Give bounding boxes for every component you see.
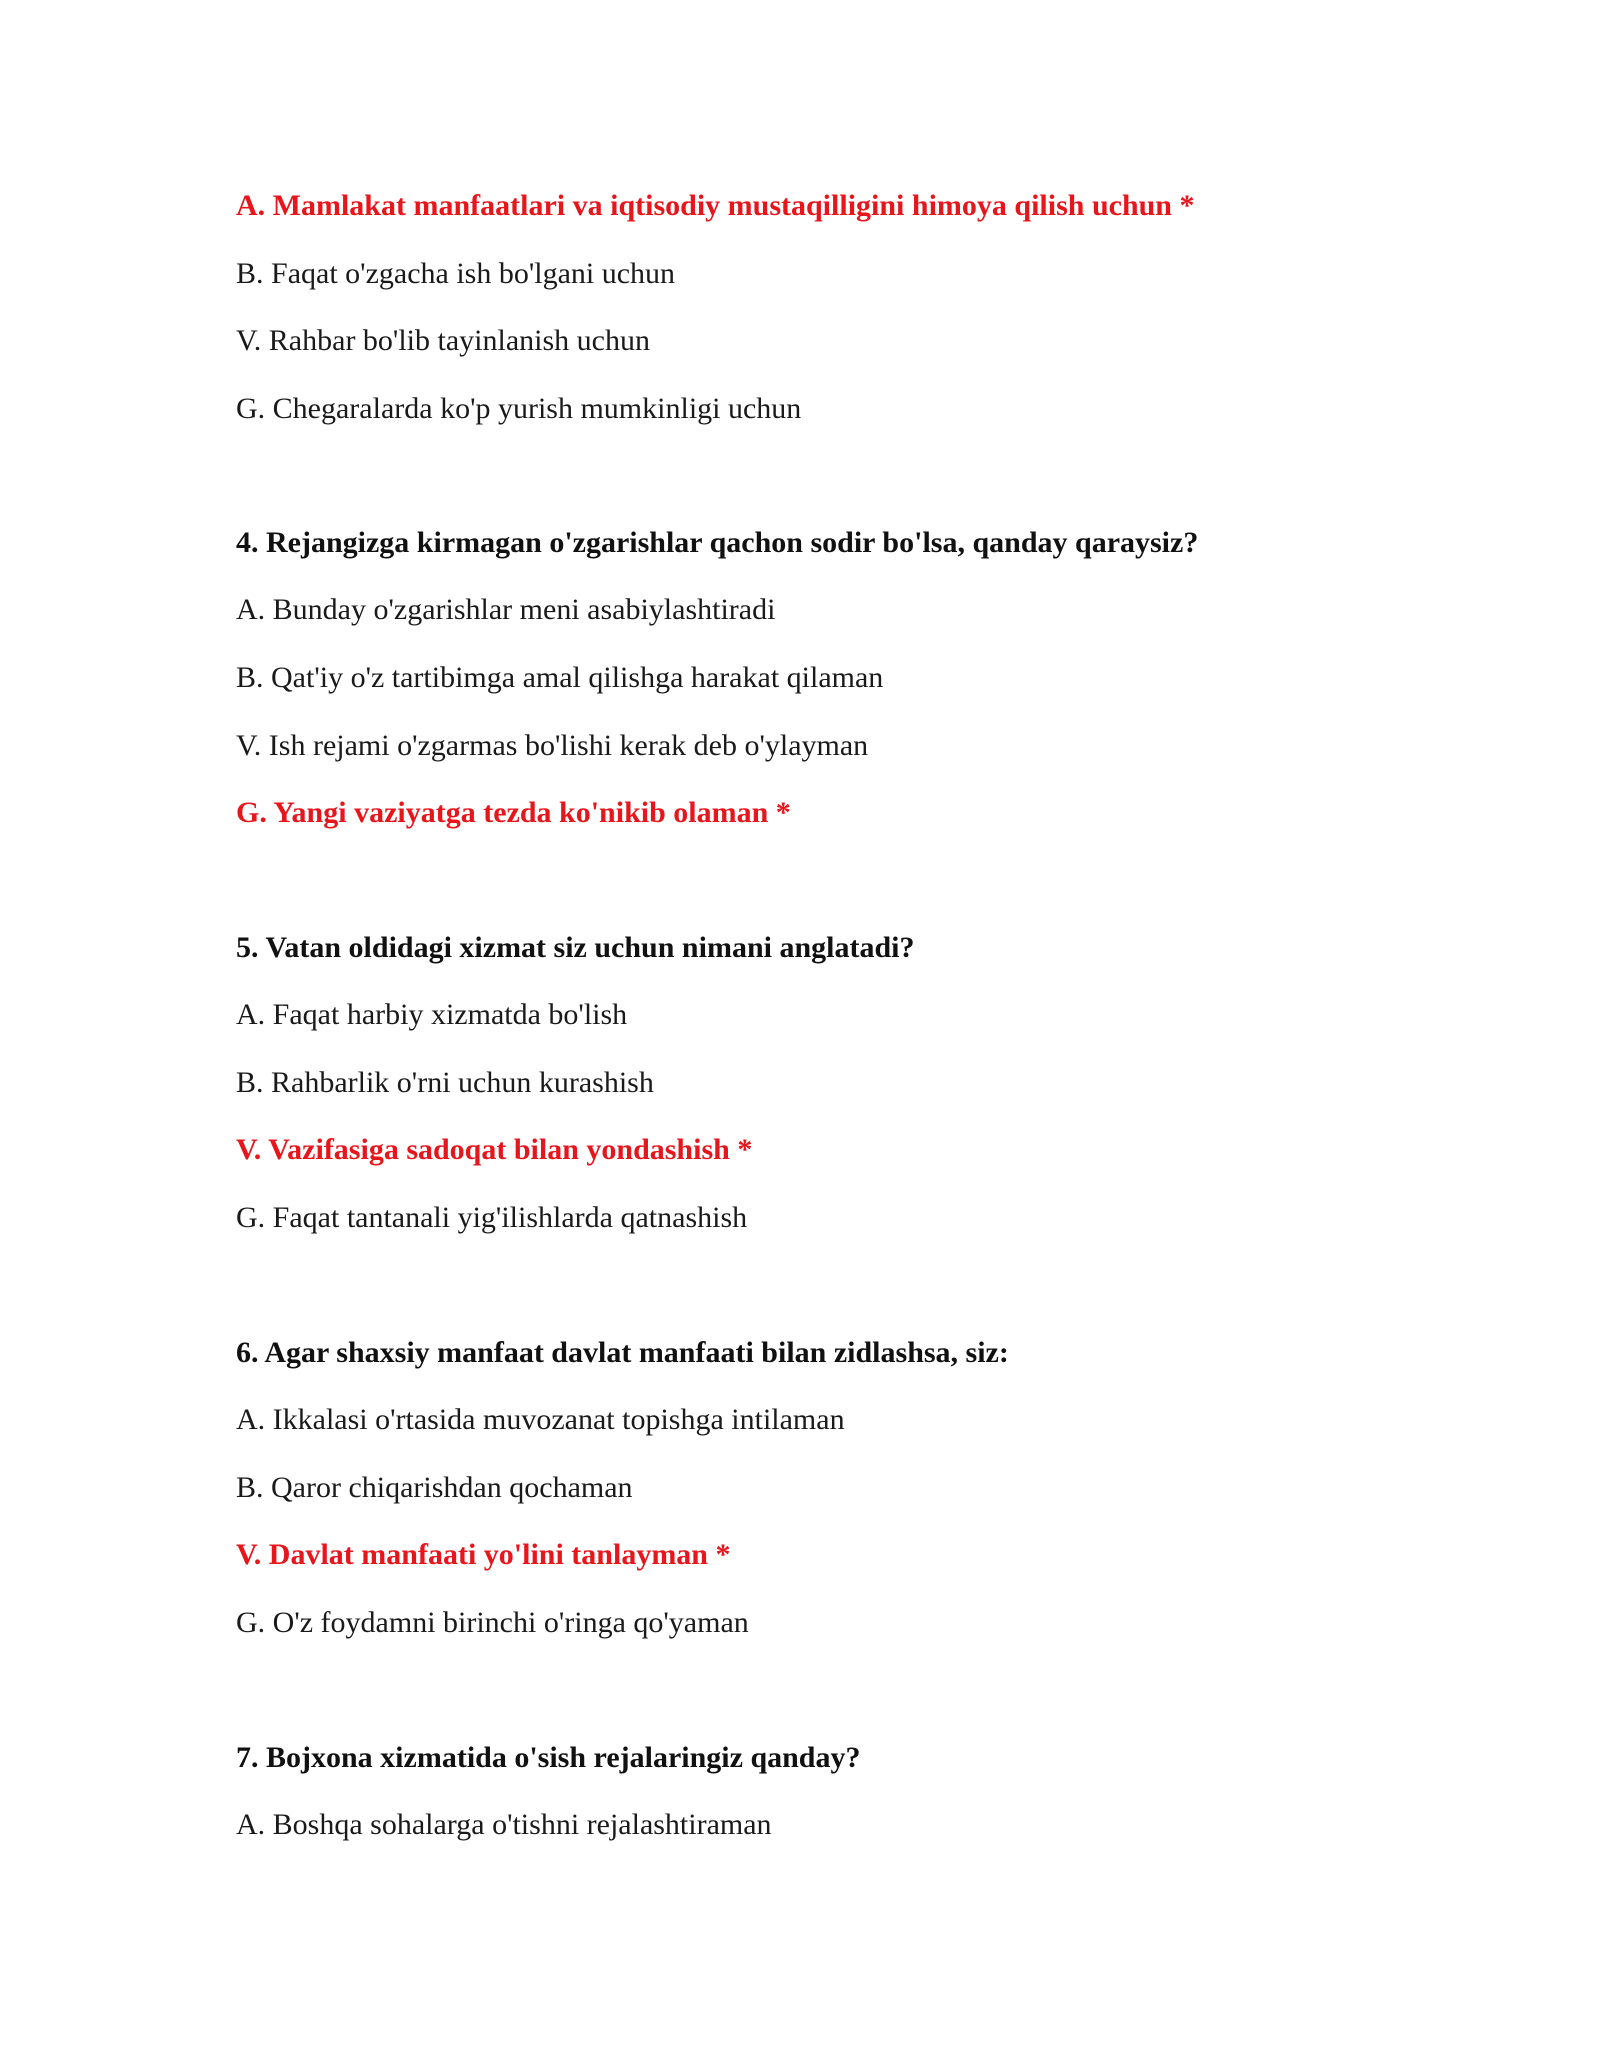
answer-option-correct: V. Davlat manfaati yo'lini tanlayman *: [236, 1538, 731, 1571]
answer-option: B. Qat'iy o'z tartibimga amal qilishga harakat qilaman: [236, 661, 884, 694]
answer-option: B. Faqat o'zgacha ish bo'lgani uchun: [236, 257, 676, 290]
question-title: 4. Rejangizga kirmagan o'zgarishlar qachon sodir bo'lsa, qanday qaraysiz?: [236, 526, 1199, 559]
answer-option: A. Faqat harbiy xizmatda bo'lish: [236, 998, 628, 1031]
answer-option-correct: V. Vazifasiga sadoqat bilan yondashish *: [236, 1133, 753, 1166]
question-title: 5. Vatan oldidagi xizmat siz uchun nimani anglatadi?: [236, 931, 915, 964]
answer-option: G. O'z foydamni birinchi o'ringa qo'yaman: [236, 1606, 749, 1639]
answer-option: B. Rahbarlik o'rni uchun kurashish: [236, 1066, 654, 1099]
answer-option: B. Qaror chiqarishdan qochaman: [236, 1471, 633, 1504]
answer-option: A. Ikkalasi o'rtasida muvozanat topishga intilaman: [236, 1403, 845, 1436]
answer-option: A. Boshqa sohalarga o'tishni rejalashtiraman: [236, 1808, 772, 1841]
answer-option: G. Faqat tantanali yig'ilishlarda qatnashish: [236, 1201, 748, 1234]
answer-option: V. Rahbar bo'lib tayinlanish uchun: [236, 324, 650, 357]
answer-option: G. Chegaralarda ko'p yurish mumkinligi uchun: [236, 392, 802, 425]
answer-option-correct: G. Yangi vaziyatga tezda ko'nikib olaman *: [236, 796, 791, 829]
question-title: 6. Agar shaxsiy manfaat davlat manfaati bilan zidlashsa, siz:: [236, 1336, 1009, 1369]
question-title: 7. Bojxona xizmatida o'sish rejalaringiz qanday?: [236, 1741, 861, 1774]
answer-option: A. Bunday o'zgarishlar meni asabiylashtiradi: [236, 593, 776, 626]
answer-option: V. Ish rejami o'zgarmas bo'lishi kerak deb o'ylayman: [236, 729, 869, 762]
answer-option-correct: A. Mamlakat manfaatlari va iqtisodiy mustaqilligini himoya qilish uchun *: [236, 189, 1195, 222]
